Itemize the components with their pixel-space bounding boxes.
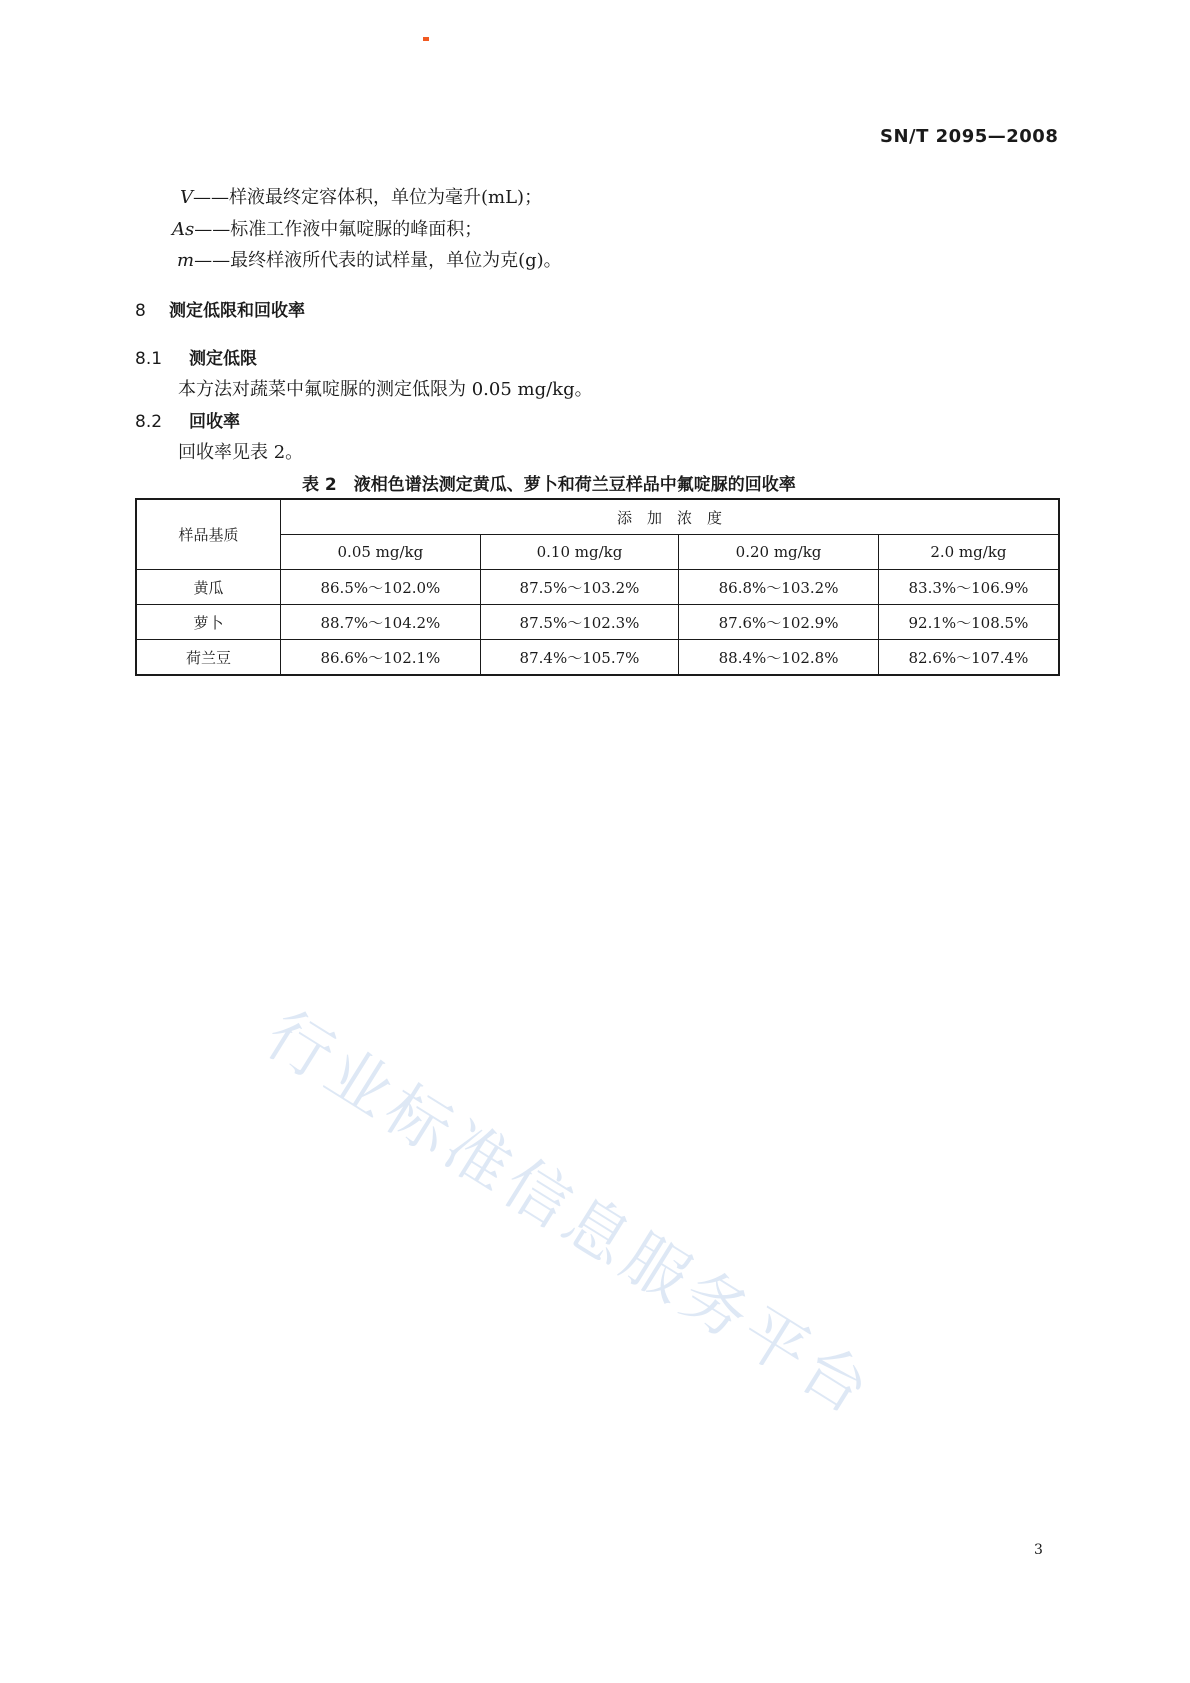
value-cell: 86.8%～103.2% xyxy=(679,570,879,605)
definition-text: ——标准工作液中氟啶脲的峰面积； xyxy=(194,219,483,240)
symbol: As xyxy=(172,219,195,240)
section-8-1-body: 本方法对蔬菜中氟啶脲的测定低限为 0.05 mg/kg。 xyxy=(178,379,593,400)
value-cell: 87.4%～105.7% xyxy=(480,640,679,676)
section-title: 测定低限和回收率 xyxy=(169,301,305,321)
watermark: 行业标准信息服务平台 xyxy=(252,997,886,1432)
definition-text: ——最终样液所代表的试样量，单位为克(g)。 xyxy=(194,250,562,271)
value-cell: 88.7%～104.2% xyxy=(281,605,481,640)
column-header: 0.10 mg/kg xyxy=(480,535,679,570)
table-row xyxy=(136,640,1059,676)
symbol: m xyxy=(177,250,195,271)
section-8-heading xyxy=(135,296,305,321)
value-cell: 92.1%～108.5% xyxy=(878,605,1059,640)
section-number: 8.1 xyxy=(135,349,163,369)
column-header: 0.05 mg/kg xyxy=(281,535,481,570)
definition-text: ——样液最终定容体积，单位为毫升(mL)； xyxy=(193,187,543,208)
page-number: 3 xyxy=(1034,1542,1043,1558)
section-number: 8 xyxy=(135,301,146,321)
value-cell: 87.5%～102.3% xyxy=(480,605,679,640)
value-cell: 83.3%～106.9% xyxy=(878,570,1059,605)
column-header: 2.0 mg/kg xyxy=(878,535,1059,570)
symbol: V xyxy=(180,187,193,208)
section-number: 8.2 xyxy=(135,412,163,432)
value-cell: 82.6%～107.4% xyxy=(878,640,1059,676)
section-8-2-body: 回收率见表 2。 xyxy=(178,442,304,463)
group-header-cell: 添 加 浓 度 xyxy=(281,499,1059,535)
section-8-2-heading xyxy=(135,407,240,432)
definition-m xyxy=(177,246,562,272)
standard-number: SN/T 2095—2008 xyxy=(880,126,1059,147)
definition-as xyxy=(172,215,482,241)
column-header: 0.20 mg/kg xyxy=(679,535,879,570)
table-row xyxy=(136,570,1059,605)
recovery-table xyxy=(135,498,1060,676)
table-caption: 表 2 液相色谱法测定黄瓜、萝卜和荷兰豆样品中氟啶脲的回收率 xyxy=(302,475,796,495)
definition-v xyxy=(180,183,542,209)
section-title: 测定低限 xyxy=(189,349,257,369)
value-cell: 86.5%～102.0% xyxy=(281,570,481,605)
value-cell: 86.6%～102.1% xyxy=(281,640,481,676)
section-8-1-heading xyxy=(135,344,257,369)
section-title: 回收率 xyxy=(189,412,240,432)
matrix-cell: 黄瓜 xyxy=(136,570,281,605)
value-cell: 87.6%～102.9% xyxy=(679,605,879,640)
value-cell: 88.4%～102.8% xyxy=(679,640,879,676)
matrix-cell: 萝卜 xyxy=(136,605,281,640)
table-header-row xyxy=(136,499,1059,535)
table-row xyxy=(136,605,1059,640)
row-header-cell: 样品基质 xyxy=(136,499,281,570)
value-cell: 87.5%～103.2% xyxy=(480,570,679,605)
orange-marker xyxy=(423,37,429,41)
matrix-cell: 荷兰豆 xyxy=(136,640,281,676)
